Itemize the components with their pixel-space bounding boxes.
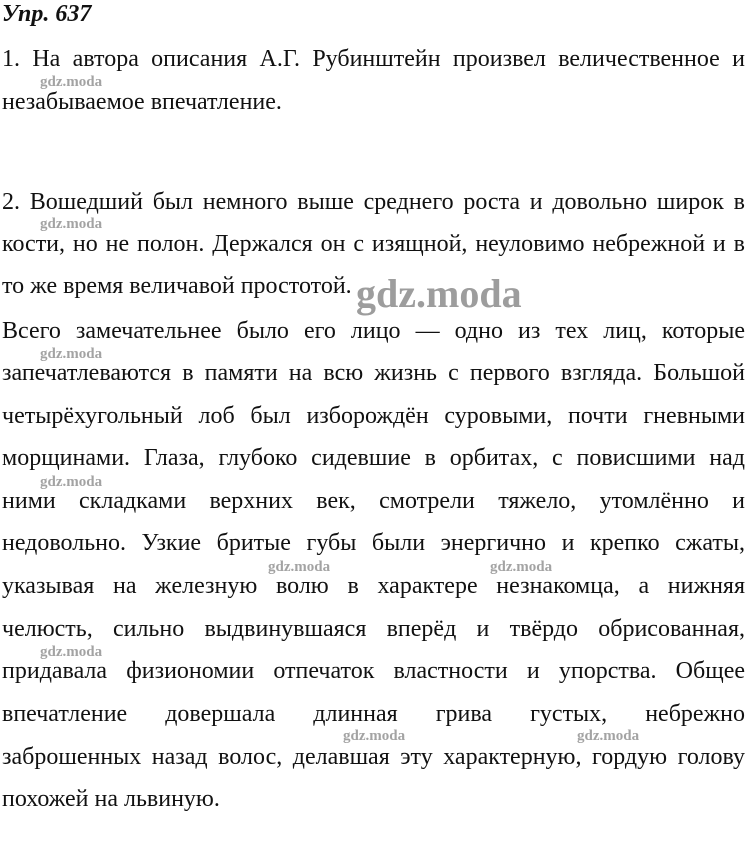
- watermark: gdz.moda: [577, 728, 640, 744]
- paragraph-2-line-3: то же время величавой простотой.: [2, 273, 352, 299]
- paragraph-3-line-1: Всего замечательнее было его лицо — одно из тех лиц, которые: [2, 318, 745, 344]
- exercise-title: Упр. 637: [2, 1, 92, 27]
- paragraph-2-line-2: кости, но не полон. Держался он с изящной, неуловимо небрежной и в: [2, 231, 745, 257]
- watermark: gdz.moda: [268, 559, 331, 575]
- watermark: gdz.moda: [40, 74, 103, 90]
- watermark: gdz.moda: [40, 346, 103, 362]
- paragraph-3-line-5: ними складками верхних век, смотрели тяжело, утомлённо и: [2, 488, 745, 514]
- paragraph-3-line-3: четырёхугольный лоб был изборождён суровыми, почти гневными: [2, 403, 745, 429]
- paragraph-1-line-2: незабываемое впечатление.: [2, 89, 282, 115]
- paragraph-2-line-1: 2. Вошедший был немного выше среднего роста и довольно широк в: [2, 189, 745, 215]
- paragraph-3-line-8: челюсть, сильно выдвинувшаяся вперёд и твёрдо обрисованная,: [2, 616, 745, 642]
- watermark: gdz.moda: [40, 474, 103, 490]
- watermark: gdz.moda: [40, 644, 103, 660]
- watermark-large: gdz.moda: [356, 271, 522, 316]
- paragraph-3-line-9: придавала физиономии отпечаток властности и упорства. Общее: [2, 658, 745, 684]
- watermark: gdz.moda: [40, 216, 103, 232]
- watermark: gdz.moda: [490, 559, 553, 575]
- paragraph-3-line-4: морщинами. Глаза, глубоко сидевшие в орбитах, с повисшими над: [2, 445, 745, 471]
- paragraph-1-line-1: 1. На автора описания А.Г. Рубинштейн произвел величественное и: [2, 46, 745, 72]
- paragraph-3-line-10: впечатление довершала длинная грива густых, небрежно: [2, 701, 745, 727]
- watermark: gdz.moda: [343, 728, 406, 744]
- paragraph-3-line-7: указывая на железную волю в характере незнакомца, а нижняя: [2, 573, 745, 599]
- paragraph-3-line-11: заброшенных назад волос, делавшая эту характерную, гордую голову: [2, 744, 745, 770]
- paragraph-3-line-6: недовольно. Узкие бритые губы были энергично и крепко сжаты,: [2, 530, 745, 556]
- paragraph-3-line-12: похожей на львиную.: [2, 786, 220, 812]
- paragraph-3-line-2: запечатлеваются в памяти на всю жизнь с первого взгляда. Большой: [2, 360, 745, 386]
